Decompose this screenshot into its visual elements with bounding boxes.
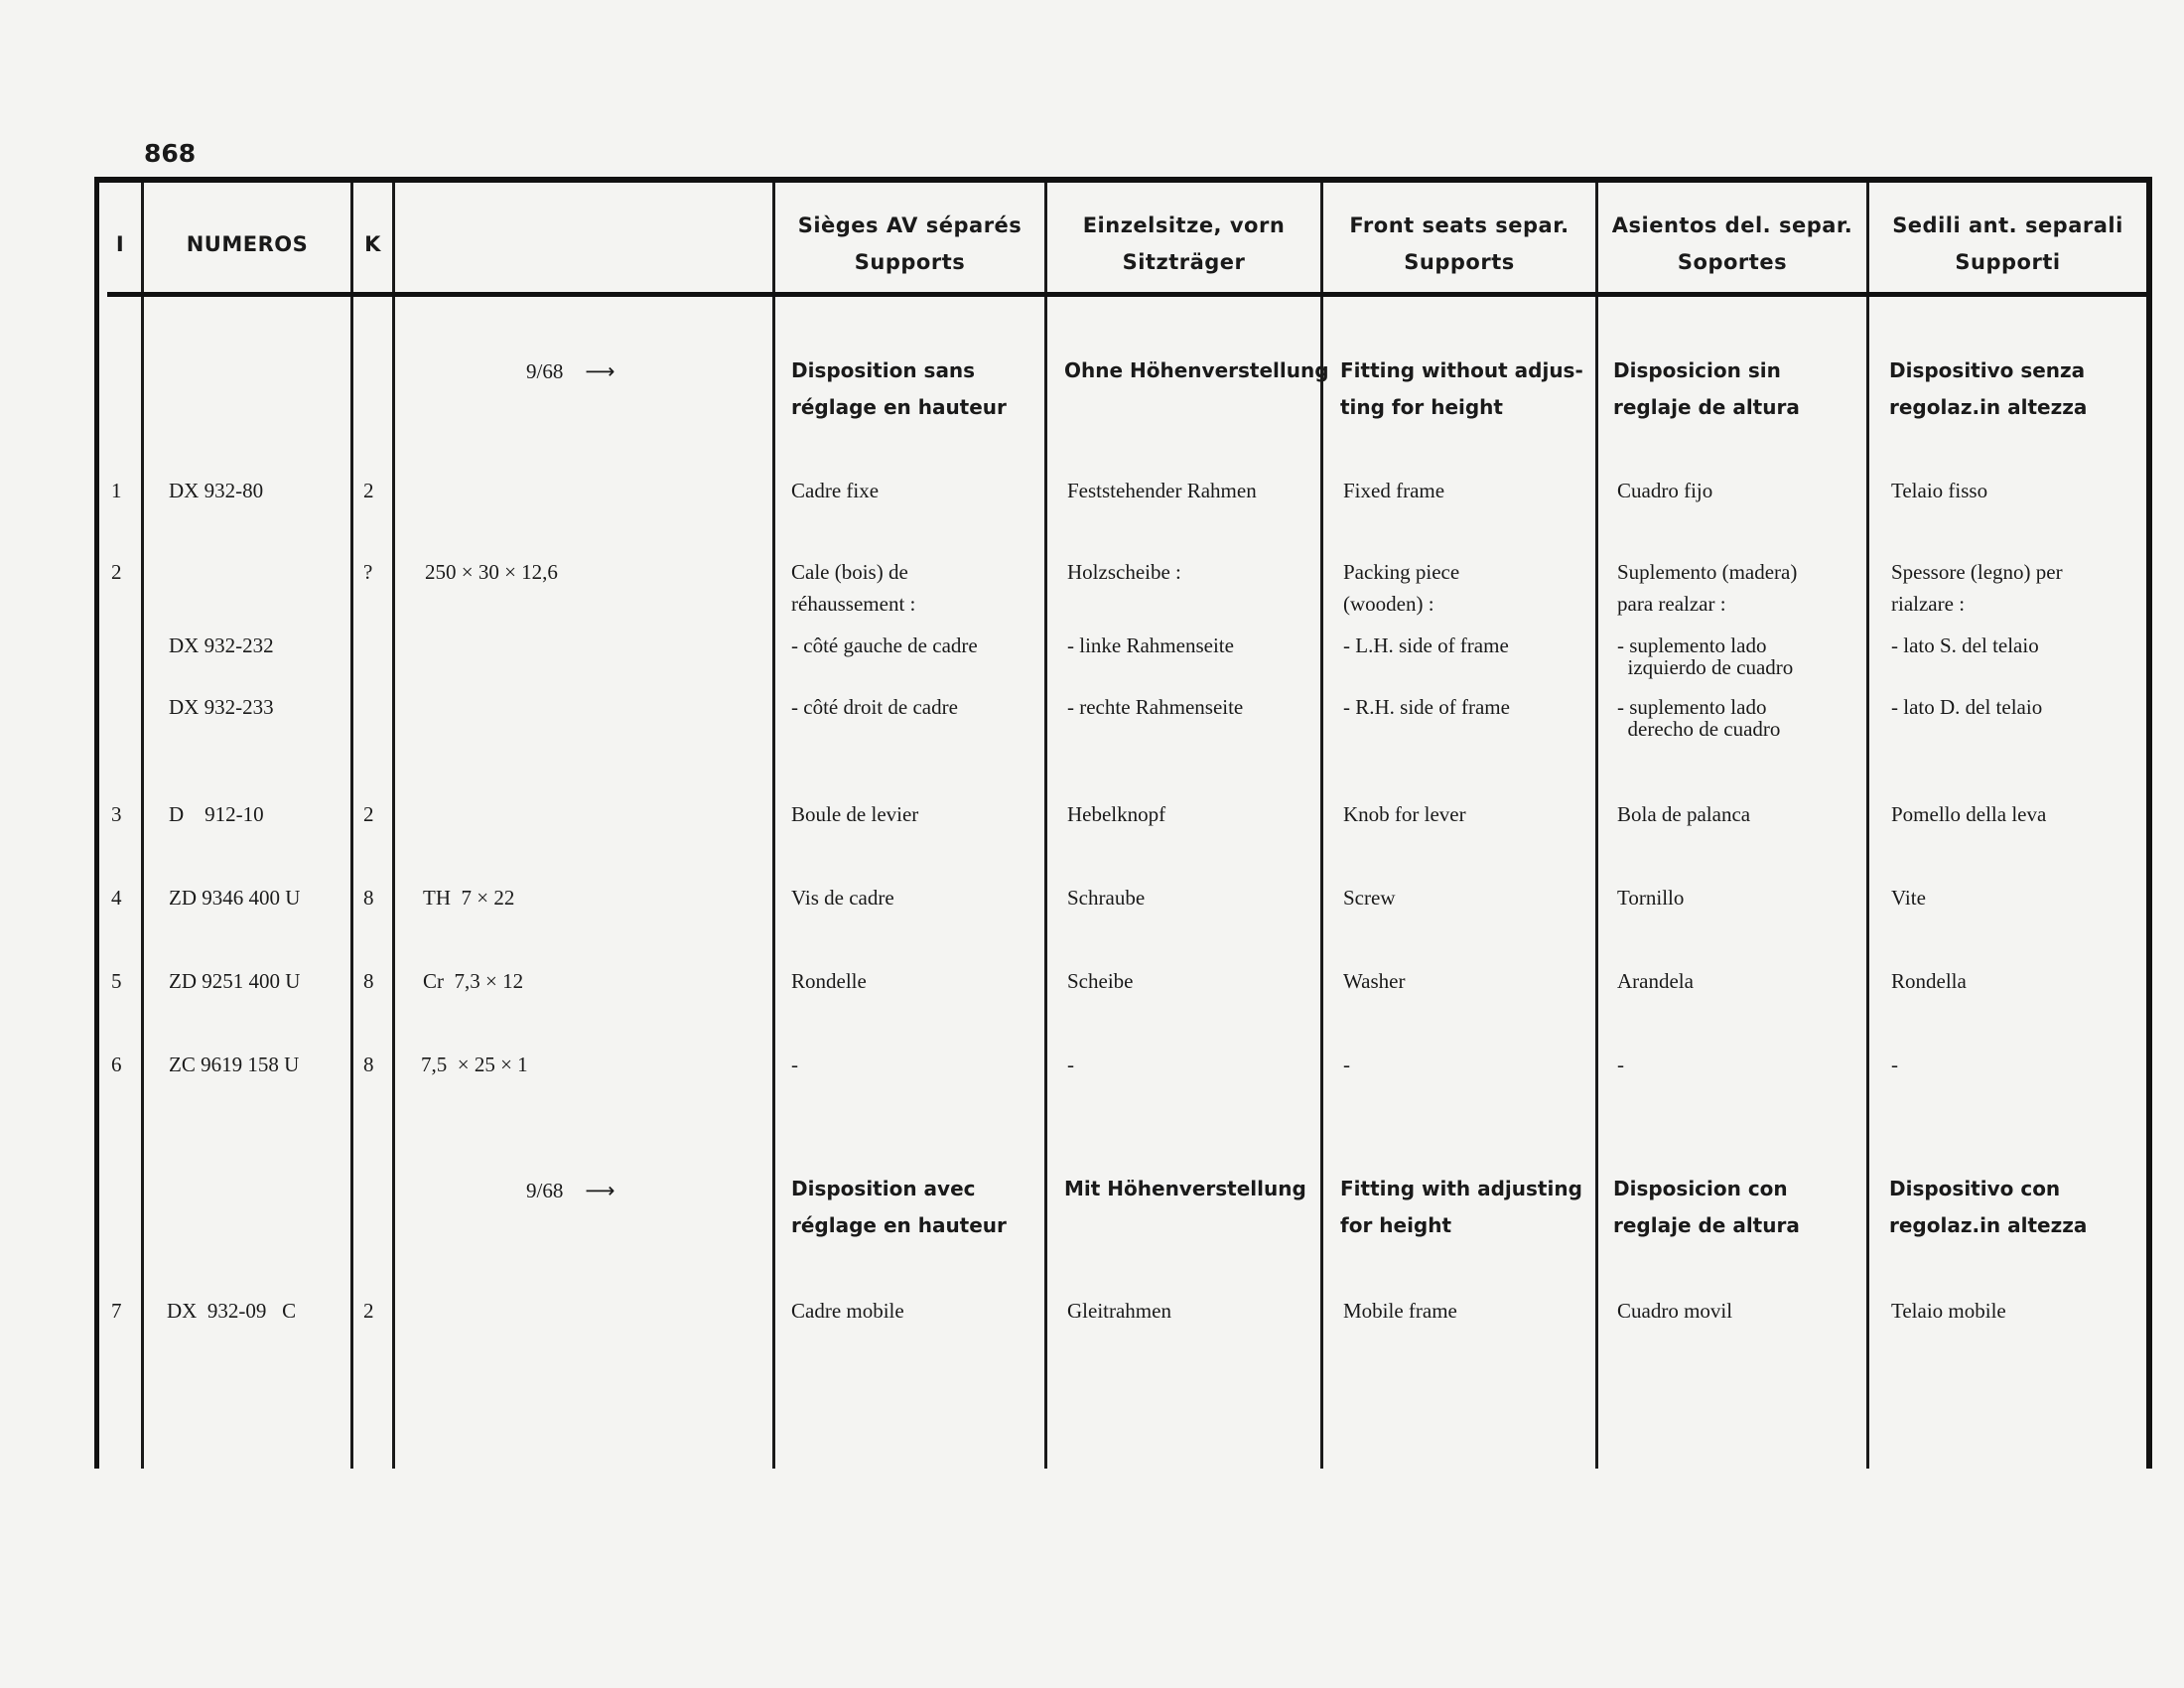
cell-line: para realzar : — [1617, 592, 1726, 616]
row-1-index: 1 — [111, 479, 122, 502]
row-7-it: Telaio mobile — [1891, 1299, 2006, 1323]
header-numeros: NUMEROS — [186, 231, 309, 256]
row-2-it — [1891, 556, 2063, 620]
row-2-k: ? — [363, 560, 373, 584]
row-2a-fr: - côté gauche de cadre — [791, 633, 978, 657]
section-title-line: ting for height — [1340, 395, 1503, 419]
cell-line: - suplemento lado — [1617, 695, 1767, 719]
column-divider — [1595, 183, 1598, 1469]
header-k: K — [364, 231, 381, 256]
section-date-text: 9/68 — [526, 359, 564, 383]
row-5-en: Washer — [1343, 969, 1406, 993]
section-title-line: Disposition avec — [791, 1177, 976, 1200]
row-2b-en: - R.H. side of frame — [1343, 695, 1510, 719]
row-3-fr: Boule de levier — [791, 802, 919, 826]
header-english — [1323, 205, 1595, 284]
section-title-it — [1889, 1171, 2087, 1244]
column-divider — [350, 183, 353, 1469]
row-1-fr: Cadre fixe — [791, 479, 880, 502]
section-date — [526, 355, 614, 387]
header-italian-line: Sedili ant. separali — [1892, 213, 2123, 237]
row-5-it: Rondella — [1891, 969, 1967, 993]
cell-line: rialzare : — [1891, 592, 1966, 616]
row-2-es — [1617, 556, 1797, 620]
column-divider — [1866, 183, 1869, 1469]
row-3-en: Knob for lever — [1343, 802, 1466, 826]
header-spanish-line: Asientos del. separ. — [1611, 213, 1853, 237]
row-6-numero: ZC 9619 158 U — [169, 1053, 300, 1076]
section-title-line: Disposicion con — [1613, 1177, 1788, 1200]
header-italian — [1869, 205, 2146, 284]
row-1-k: 2 — [363, 479, 374, 502]
row-1-numero: DX 932-80 — [169, 479, 264, 502]
cell-line: (wooden) : — [1343, 592, 1434, 616]
row-3-numero: D 912-10 — [169, 802, 264, 826]
row-4-index: 4 — [111, 886, 122, 910]
row-2b-fr: - côté droit de cadre — [791, 695, 958, 719]
row-2a-it: - lato S. del telaio — [1891, 633, 2039, 657]
row-2-de: Holzscheibe : — [1067, 560, 1181, 584]
row-1-de: Feststehender Rahmen — [1067, 479, 1257, 502]
cell-line: Suplemento (madera) — [1617, 560, 1798, 584]
row-6-k: 8 — [363, 1053, 374, 1076]
header-spanish-line: Soportes — [1677, 250, 1788, 274]
row-2-fr — [791, 556, 915, 620]
row-7-numero: DX 932-09 C — [167, 1299, 297, 1323]
row-4-es: Tornillo — [1617, 886, 1685, 910]
parts-table — [94, 177, 2152, 1469]
header-french-line: Supports — [854, 250, 966, 274]
row-4-en: Screw — [1343, 886, 1396, 910]
header-german-line: Sitzträger — [1122, 250, 1246, 274]
row-5-es: Arandela — [1617, 969, 1694, 993]
section-title-line: réglage en hauteur — [791, 395, 1007, 419]
header-english-line: Supports — [1404, 250, 1515, 274]
page-number: 868 — [144, 139, 197, 168]
row-2b-it: - lato D. del telaio — [1891, 695, 2043, 719]
row-4-numero: ZD 9346 400 U — [169, 886, 301, 910]
section-title-line: regolaz.in altezza — [1889, 1213, 2088, 1237]
cell-line: izquierdo de cuadro — [1617, 655, 1794, 679]
section-title-line: reglaje de altura — [1613, 1213, 1800, 1237]
row-3-index: 3 — [111, 802, 122, 826]
row-4-it: Vite — [1891, 886, 1926, 910]
arrow-right-icon: ⟶ — [585, 359, 615, 383]
cell-line: Spessore (legno) per — [1891, 560, 2063, 584]
section-title-line: Disposition sans — [791, 358, 976, 382]
header-german-line: Einzelsitze, vorn — [1082, 213, 1286, 237]
row-2a-es — [1617, 634, 1793, 678]
header-german — [1047, 205, 1320, 284]
row-5-fr: Rondelle — [791, 969, 867, 993]
section-title-line: for height — [1340, 1213, 1452, 1237]
row-5-numero: ZD 9251 400 U — [169, 969, 301, 993]
cell-line: réhaussement : — [791, 592, 916, 616]
row-3-it: Pomello della leva — [1891, 802, 2047, 826]
header-french — [775, 205, 1044, 284]
cell-line: Packing piece — [1343, 560, 1460, 584]
row-4-fr: Vis de cadre — [791, 886, 894, 910]
cell-line: - suplemento lado — [1617, 633, 1767, 657]
row-5-spec: Cr 7,3 × 12 — [423, 969, 524, 993]
row-2a-en: - L.H. side of frame — [1343, 633, 1509, 657]
row-2b-es — [1617, 696, 1780, 740]
row-2a-numero: DX 932-232 — [169, 633, 274, 657]
section-title-it — [1889, 352, 2087, 426]
row-6-spec: 7,5 × 25 × 1 — [421, 1053, 528, 1076]
section-title-de — [1064, 1171, 1306, 1207]
header-english-line: Front seats separ. — [1349, 213, 1570, 237]
section-title-line: Mit Höhenverstellung — [1064, 1177, 1306, 1200]
row-7-k: 2 — [363, 1299, 374, 1323]
section-date — [526, 1175, 614, 1206]
row-2-spec: 250 × 30 × 12,6 — [425, 560, 558, 584]
row-7-index: 7 — [111, 1299, 122, 1323]
row-6-it: - — [1891, 1053, 1898, 1076]
row-2b-de: - rechte Rahmenseite — [1067, 695, 1244, 719]
section-title-en — [1340, 1171, 1582, 1244]
row-3-de: Hebelknopf — [1067, 802, 1166, 826]
row-3-k: 2 — [363, 802, 374, 826]
arrow-right-icon: ⟶ — [585, 1179, 615, 1202]
row-2b-numero: DX 932-233 — [169, 695, 274, 719]
header-rule — [107, 292, 2146, 297]
section-title-line: Ohne Höhenverstellung — [1064, 358, 1329, 382]
section-title-line: réglage en hauteur — [791, 1213, 1007, 1237]
row-5-de: Scheibe — [1067, 969, 1134, 993]
section-title-en — [1340, 352, 1583, 426]
cell-line: Cale (bois) de — [791, 560, 908, 584]
row-2a-de: - linke Rahmenseite — [1067, 633, 1234, 657]
row-7-es: Cuadro movil — [1617, 1299, 1733, 1323]
section-title-de — [1064, 352, 1329, 389]
column-divider — [772, 183, 775, 1469]
row-6-fr: - — [791, 1053, 798, 1076]
row-5-k: 8 — [363, 969, 374, 993]
section-title-line: Dispositivo con — [1889, 1177, 2061, 1200]
section-title-es — [1613, 352, 1800, 426]
section-title-es — [1613, 1171, 1800, 1244]
row-6-index: 6 — [111, 1053, 122, 1076]
row-6-en: - — [1343, 1053, 1350, 1076]
row-4-spec: TH 7 × 22 — [423, 886, 515, 910]
section-title-line: Dispositivo senza — [1889, 358, 2086, 382]
row-3-es: Bola de palanca — [1617, 802, 1751, 826]
header-spanish — [1598, 205, 1866, 284]
header-italian-line: Supporti — [1955, 250, 2061, 274]
section-title-line: regolaz.in altezza — [1889, 395, 2088, 419]
row-2-en — [1343, 556, 1459, 620]
row-1-it: Telaio fisso — [1891, 479, 1988, 502]
row-2-index: 2 — [111, 560, 122, 584]
row-6-es: - — [1617, 1053, 1624, 1076]
section-title-line: Fitting without adjus- — [1340, 358, 1583, 382]
section-title-fr — [791, 352, 1007, 426]
row-4-de: Schraube — [1067, 886, 1146, 910]
row-4-k: 8 — [363, 886, 374, 910]
cell-line: derecho de cuadro — [1617, 717, 1781, 741]
row-1-es: Cuadro fijo — [1617, 479, 1713, 502]
section-title-line: Fitting with adjusting — [1340, 1177, 1582, 1200]
row-6-de: - — [1067, 1053, 1074, 1076]
header-french-line: Sièges AV séparés — [797, 213, 1023, 237]
section-date-text: 9/68 — [526, 1179, 564, 1202]
header-index: I — [115, 231, 125, 256]
row-7-en: Mobile frame — [1343, 1299, 1457, 1323]
row-7-fr: Cadre mobile — [791, 1299, 904, 1323]
section-title-line: Disposicion sin — [1613, 358, 1781, 382]
row-5-index: 5 — [111, 969, 122, 993]
column-divider — [141, 183, 144, 1469]
column-divider — [1044, 183, 1047, 1469]
section-title-line: reglaje de altura — [1613, 395, 1800, 419]
row-1-en: Fixed frame — [1343, 479, 1445, 502]
column-divider — [392, 183, 395, 1469]
section-title-fr — [791, 1171, 1007, 1244]
row-7-de: Gleitrahmen — [1067, 1299, 1171, 1323]
